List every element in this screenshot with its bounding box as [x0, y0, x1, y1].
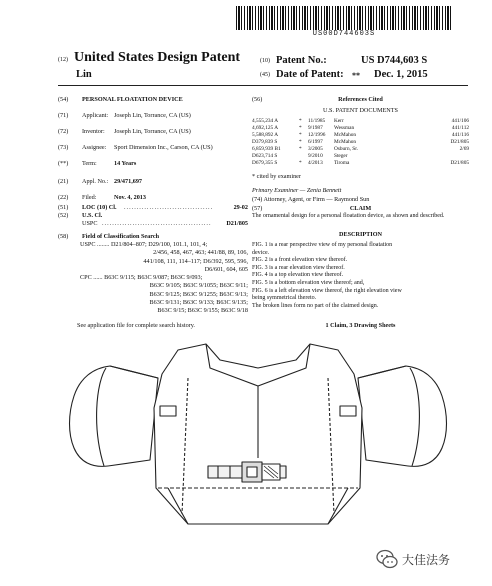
claims-and-sheets: 1 Claim, 3 Drawing Sheets — [325, 322, 396, 329]
description-title: DESCRIPTION — [339, 231, 382, 238]
watermark-logo — [372, 548, 482, 570]
description-line: The broken lines form no part of the claimed design. — [252, 302, 379, 309]
field-appl-no: (21) Appl. No.: 29/471,697 — [58, 178, 143, 185]
field-applicant: (71) Applicant: Joseph Lin, Torrance, CA (US) — [58, 112, 191, 119]
date-star: ** — [352, 71, 360, 80]
barcode — [236, 6, 452, 30]
cited-by-examiner: * cited by examiner — [252, 173, 301, 180]
description-line: being symmetrical thereto. — [252, 295, 317, 302]
date-label: Date of Patent: — [276, 69, 344, 80]
wechat-icon — [376, 548, 398, 570]
right-arm-float — [358, 366, 447, 466]
patent-documents-heading: U.S. PATENT DOCUMENTS — [323, 107, 398, 114]
description-line: FIG. 6 is a left elevation view thereof, the right elevation view — [252, 287, 402, 294]
left-arm-float — [70, 366, 159, 466]
field-title: (54) PERSONAL FLOATATION DEVICE — [58, 96, 183, 103]
description-line: FIG. 3 is a rear elevation view thereof. — [252, 264, 345, 271]
watermark-text: 大佳法务 — [402, 553, 451, 567]
claim-title: CLAIM — [349, 205, 372, 212]
description-line: FIG. 2 is a front elevation view thereof. — [252, 257, 348, 264]
field-term: (**) Term: 14 Years — [58, 160, 137, 167]
header-rule — [58, 85, 468, 86]
patent-date: Dec. 1, 2015 — [374, 69, 428, 80]
claim-text: The ornamental design for a personal floatation device, as shown and described. — [252, 213, 445, 219]
references-table: 4,555,234 A * 11/1985 Kerr 441/106 4,692,125 A * 9/1987 Wessman 441/112 5,588,892 A * 12/1996 McMahon 441/116 D379,839 S * 6/1997 McMahon D21/805 6,859,939 B1 * 3/2005 Osburn, Sr. 2/69 D623,714 S 9/2010 Steger D679,355 S * 4/2013 Tiroma D21/805 — [252, 118, 469, 166]
see-application: See application file for complete search history. — [77, 322, 195, 329]
field-assignee: (73) Assignee: Sport Dimension Inc., Carson, CA (US) — [58, 144, 213, 151]
field-inventor: (72) Inventor: Joseph Lin, Torrance, CA (US) — [58, 128, 191, 135]
claim-code: (57) — [252, 205, 263, 212]
references-code: (56) — [252, 96, 263, 103]
side-strap — [160, 406, 176, 416]
patent-number: US D744,603 S — [361, 55, 428, 66]
document-type: United States Design Patent — [74, 50, 241, 65]
search-lines: USPC ........ D21/804–807; D29/100, 101.1, 101, 4; 2/456, 458, 467, 463; 441/88, 89, 106, 441/108, 111, 114–117; D6/392, 595, 596, D6/601, 604, 605 CPC ...... B63C 9/115; B63C 9/087; B63C 9/093; B63C 9/105; B63C 9/1055; B63C 9/11; B63C 9/125; B63C 9/1255; B63C 9/13; B63C 9/131; B63C 9/133; B63C 9/135; B63C 9/15; B63C 9/155; B63C 9/18 — [80, 241, 248, 315]
description-line: FIG. 1 is a rear perspective view of my personal floatation — [252, 242, 393, 248]
header-code-45: (45) — [260, 72, 270, 78]
description-line: FIG. 5 is a bottom elevation view thereof; and, — [252, 279, 365, 286]
header-code-10: (10) — [260, 58, 270, 64]
us-class-label: (52) U.S. Cl. — [58, 212, 103, 219]
patent-no-label: Patent No.: — [276, 55, 327, 66]
field-of-search-label: (58) Field of Classification Search — [58, 233, 160, 240]
description-line: device. — [252, 249, 270, 256]
side-strap — [340, 406, 356, 416]
uspc-class: USPC ........................................... D21/805 — [82, 220, 248, 227]
attorney: (74) Attorney, Agent, or Firm — Raymond Sun — [252, 196, 370, 203]
primary-examiner: Primary Examiner — Zenia Bennett — [252, 187, 342, 194]
description-body — [252, 242, 469, 310]
barcode-number: US00D744603S — [312, 30, 376, 38]
header-code-12: (12) — [58, 57, 68, 63]
loc-class: (51) LOC (10) Cl. ................................... 29-02 — [58, 204, 248, 211]
references-title: References Cited — [338, 96, 383, 103]
inventor-short: Lin — [76, 69, 92, 80]
description-line: FIG. 4 is a top elevation view thereof. — [252, 272, 344, 279]
field-filed: (22) Filed: Nov. 4, 2013 — [58, 194, 146, 201]
floatation-device-drawing — [58, 338, 458, 543]
